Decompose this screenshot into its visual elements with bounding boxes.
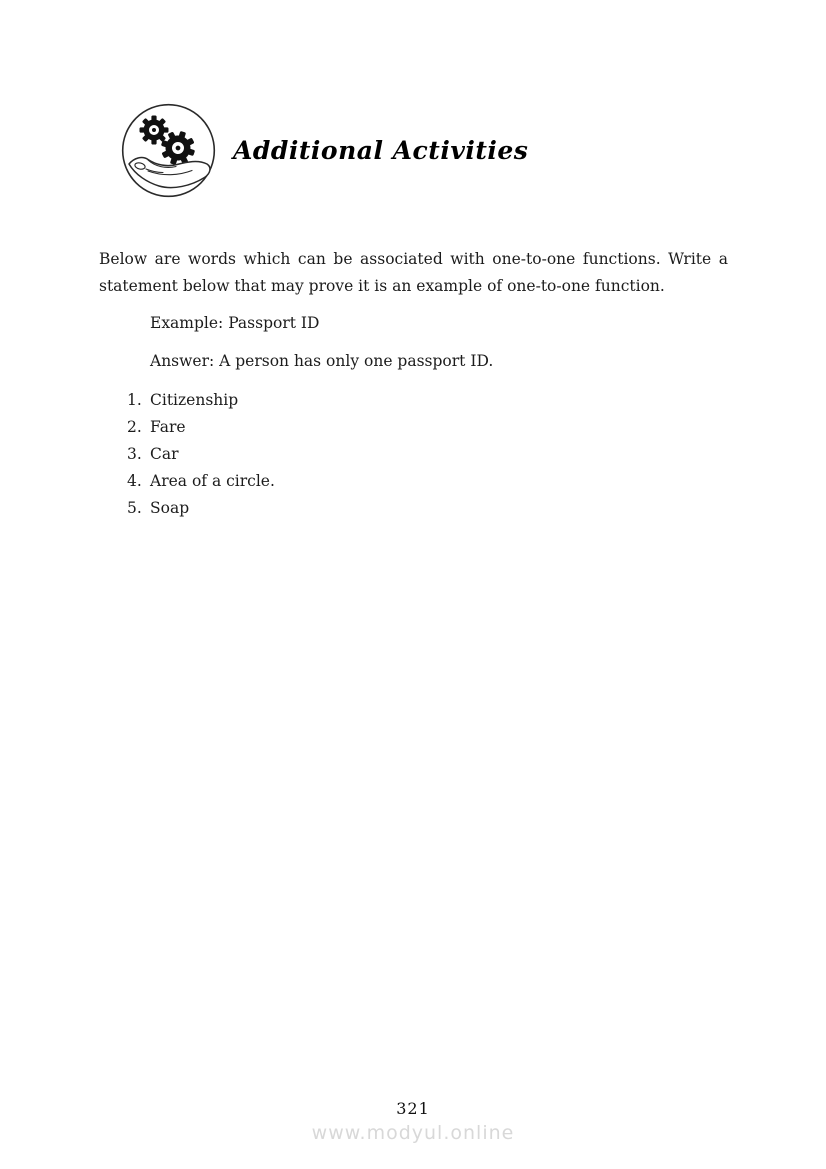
list-item-text: Citizenship	[150, 391, 239, 409]
answer-line: Answer: A person has only one passport ID.	[150, 352, 494, 370]
word-list	[127, 390, 275, 525]
list-item-number: 2.	[127, 418, 142, 436]
page-title: Additional Activities	[233, 136, 529, 165]
list-item-text: Soap	[150, 499, 190, 517]
list-item	[127, 471, 275, 498]
list-item-text: Area of a circle.	[150, 472, 275, 490]
list-item	[127, 390, 275, 417]
list-item	[127, 417, 275, 444]
list-item	[127, 498, 275, 525]
list-item-text: Fare	[150, 418, 186, 436]
intro-paragraph: Below are words which can be associated with one-to-one functions. Write a statement below that may prove it is an example of one-to-one function.	[99, 250, 728, 295]
list-item	[127, 444, 275, 471]
list-item-text: Car	[150, 445, 179, 463]
list-item-number: 3.	[127, 445, 142, 463]
hand-holding-gears-icon	[121, 103, 216, 198]
list-item-number: 5.	[127, 499, 142, 517]
list-item-number: 4.	[127, 472, 142, 490]
list-item-number: 1.	[127, 391, 142, 409]
example-line: Example: Passport ID	[150, 314, 320, 332]
watermark-text: www.modyul.online	[311, 1122, 515, 1144]
page-number: 321	[396, 1099, 430, 1118]
gear-small	[140, 116, 169, 145]
